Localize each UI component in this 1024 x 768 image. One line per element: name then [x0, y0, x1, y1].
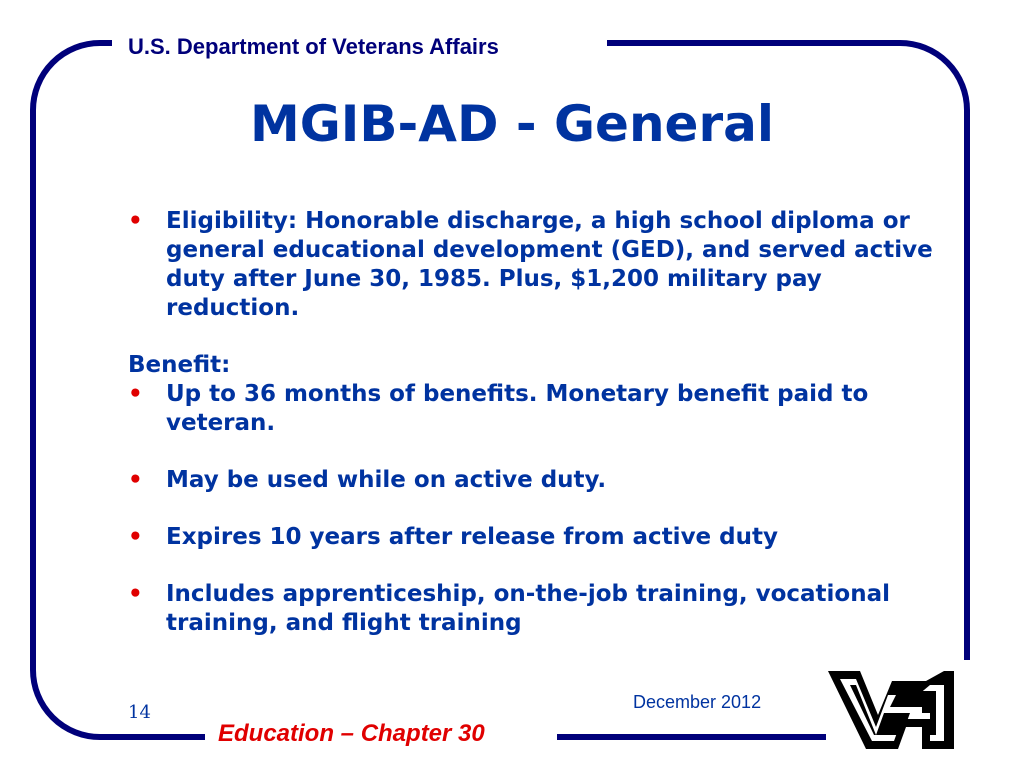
va-logo-icon: [826, 665, 956, 755]
benefit-item: [128, 466, 958, 495]
benefit-label: Benefit:: [128, 352, 231, 378]
benefit-text: Expires 10 years after release from active duty: [166, 524, 778, 550]
slide-title: MGIB-AD - General: [249, 95, 775, 153]
benefit-text: Includes apprenticeship, on-the-job training, vocational training, and flight training: [166, 581, 890, 636]
bullet-icon: •: [128, 467, 143, 493]
bullet-icon: •: [128, 208, 143, 234]
benefit-text: May be used while on active duty.: [166, 467, 607, 493]
chapter-footer: Education – Chapter 30: [218, 720, 485, 747]
bullet-icon: •: [128, 381, 143, 407]
benefit-text: Up to 36 months of benefits. Monetary benefit paid to veteran.: [166, 381, 869, 436]
benefit-item: [128, 523, 958, 552]
department-header: U.S. Department of Veterans Affairs: [128, 34, 499, 59]
eligibility-text: Eligibility: Honorable discharge, a high school diploma or general educational development (GED), and served active duty after June 30, 1985. Plus, $1,200 military pay reduction.: [166, 208, 933, 321]
benefit-item: [128, 580, 958, 638]
eligibility-item: [128, 207, 958, 323]
bullet-icon: •: [128, 524, 143, 550]
slide-number: 14: [128, 702, 151, 723]
bullet-icon: •: [128, 581, 143, 607]
slide-content: [128, 207, 958, 638]
benefit-item: [128, 380, 958, 438]
slide-date: December 2012: [633, 692, 762, 712]
